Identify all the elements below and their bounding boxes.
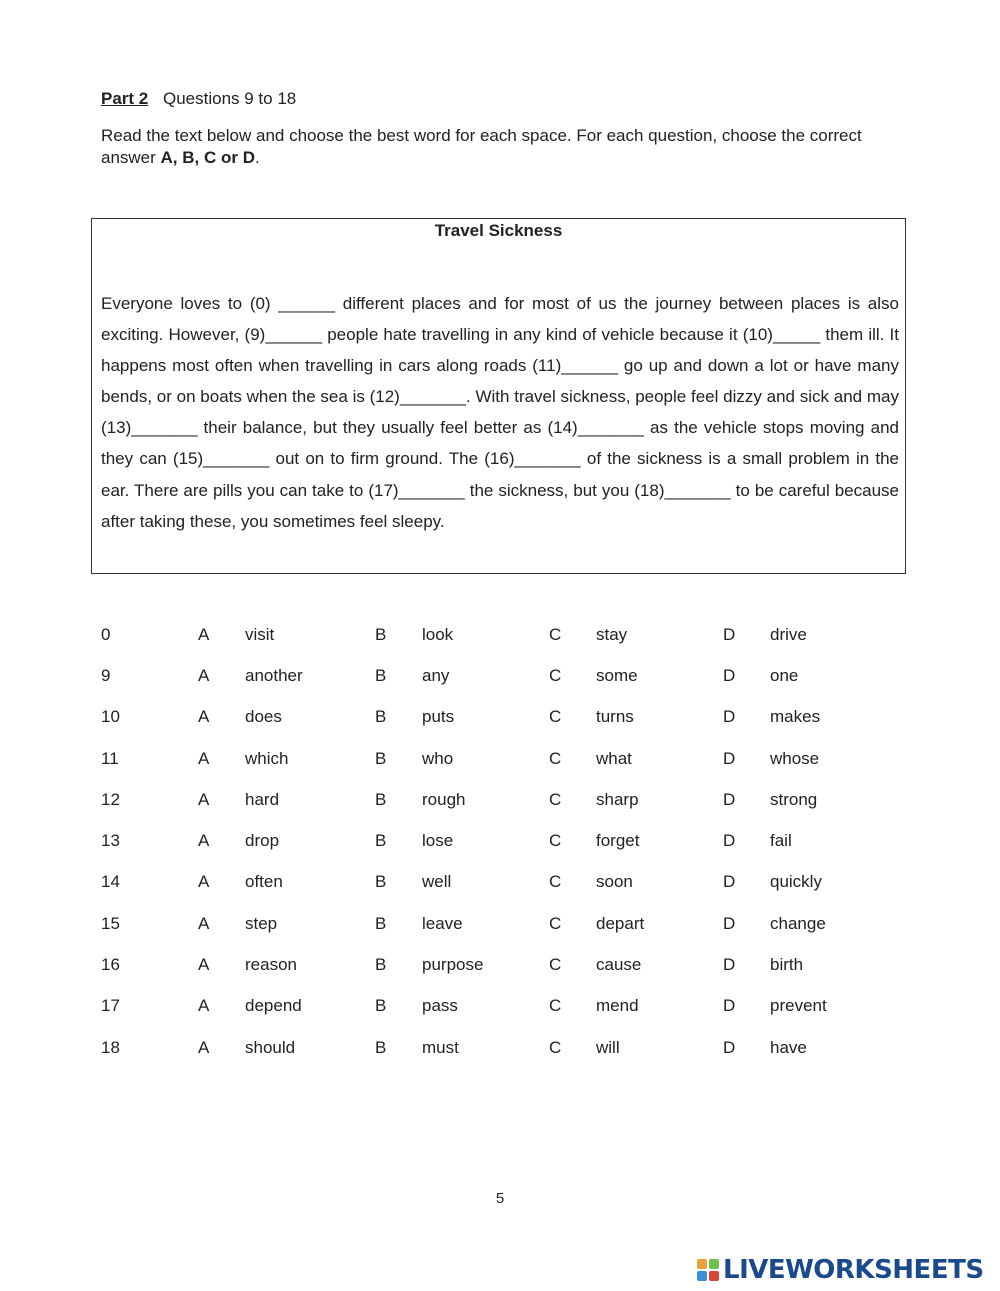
option-letter-b: B bbox=[375, 748, 387, 768]
option-b: look bbox=[422, 624, 454, 644]
passage-box bbox=[91, 218, 906, 574]
option-a: drop bbox=[245, 831, 280, 851]
option-letter-d: D bbox=[723, 1037, 736, 1057]
option-c: soon bbox=[596, 872, 633, 892]
option-a: another bbox=[245, 665, 303, 685]
question-number: 17 bbox=[101, 996, 120, 1016]
option-letter-a: A bbox=[198, 913, 210, 933]
option-letter-d: D bbox=[723, 955, 736, 975]
page-number: 5 bbox=[495, 1190, 505, 1207]
option-letter-d: D bbox=[723, 748, 736, 768]
option-b: pass bbox=[422, 996, 458, 1016]
option-row bbox=[101, 1027, 900, 1068]
option-letter-d: D bbox=[723, 872, 736, 892]
option-c: cause bbox=[596, 955, 642, 975]
option-b: puts bbox=[422, 707, 455, 727]
option-a: depend bbox=[245, 996, 302, 1016]
option-letter-c: C bbox=[549, 748, 562, 768]
option-letter-d: D bbox=[723, 707, 736, 727]
logo-block bbox=[697, 1271, 707, 1281]
option-a: often bbox=[245, 872, 283, 892]
instructions bbox=[101, 125, 901, 169]
option-row bbox=[101, 820, 900, 861]
option-letter-b: B bbox=[375, 872, 387, 892]
question-number: 13 bbox=[101, 831, 120, 851]
option-row bbox=[101, 903, 900, 944]
option-b: who bbox=[422, 748, 454, 768]
option-letter-c: C bbox=[549, 789, 562, 809]
instructions-text: Read the text below and choose the best word for each space. For each question, choose the correct answer bbox=[101, 126, 862, 167]
part-label: Part 2 bbox=[101, 89, 149, 108]
option-c: depart bbox=[596, 913, 645, 933]
option-d: quickly bbox=[770, 872, 822, 892]
option-b: must bbox=[422, 1037, 459, 1057]
question-number: 14 bbox=[101, 872, 120, 892]
option-d: makes bbox=[770, 707, 821, 727]
option-c: some bbox=[596, 665, 638, 685]
option-letter-c: C bbox=[549, 872, 562, 892]
option-c: stay bbox=[596, 624, 628, 644]
option-letter-d: D bbox=[723, 831, 736, 851]
option-letter-a: A bbox=[198, 955, 210, 975]
option-letter-b: B bbox=[375, 665, 387, 685]
option-letter-d: D bbox=[723, 624, 736, 644]
option-b: any bbox=[422, 665, 450, 685]
option-a: reason bbox=[245, 955, 297, 975]
question-number: 11 bbox=[101, 748, 119, 768]
option-row bbox=[101, 779, 900, 820]
option-letter-c: C bbox=[549, 707, 562, 727]
option-letter-c: C bbox=[549, 996, 562, 1016]
instructions-answer-letters: A, B, C or D bbox=[160, 148, 255, 167]
logo-text: LIVEWORKSHEETS bbox=[723, 1255, 984, 1285]
option-letter-d: D bbox=[723, 665, 736, 685]
option-b: leave bbox=[422, 913, 463, 933]
option-c: forget bbox=[596, 831, 640, 851]
option-letter-c: C bbox=[549, 1037, 562, 1057]
option-d: birth bbox=[770, 955, 804, 975]
options-body bbox=[101, 614, 900, 1068]
option-letter-c: C bbox=[549, 665, 562, 685]
option-letter-b: B bbox=[375, 707, 387, 727]
questions-range: Questions 9 to 18 bbox=[162, 89, 297, 108]
option-letter-b: B bbox=[375, 831, 387, 851]
option-letter-b: B bbox=[375, 996, 387, 1016]
question-number: 15 bbox=[101, 913, 120, 933]
part-heading bbox=[101, 89, 296, 109]
option-row bbox=[101, 986, 900, 1027]
option-a: does bbox=[245, 707, 282, 727]
option-row bbox=[101, 862, 900, 903]
option-a: which bbox=[245, 748, 289, 768]
question-number: 0 bbox=[101, 624, 111, 644]
option-letter-b: B bbox=[375, 1037, 387, 1057]
option-d: fail bbox=[770, 831, 792, 851]
option-row bbox=[101, 738, 900, 779]
option-d: whose bbox=[770, 748, 820, 768]
option-a: visit bbox=[245, 624, 275, 644]
option-d: change bbox=[770, 913, 826, 933]
option-letter-c: C bbox=[549, 913, 562, 933]
option-letter-a: A bbox=[198, 665, 210, 685]
option-letter-a: A bbox=[198, 1037, 210, 1057]
option-c: mend bbox=[596, 996, 639, 1016]
option-row bbox=[101, 944, 900, 985]
option-d: have bbox=[770, 1037, 807, 1057]
option-letter-b: B bbox=[375, 624, 387, 644]
logo-block bbox=[697, 1259, 707, 1269]
option-letter-a: A bbox=[198, 996, 210, 1016]
option-row bbox=[101, 655, 900, 696]
option-d: prevent bbox=[770, 996, 827, 1016]
option-letter-a: A bbox=[198, 624, 210, 644]
question-number: 10 bbox=[101, 707, 120, 727]
instructions-end: . bbox=[254, 148, 260, 167]
option-letter-c: C bbox=[549, 624, 562, 644]
option-d: one bbox=[770, 665, 799, 685]
option-row bbox=[101, 614, 900, 655]
liveworksheets-logo bbox=[697, 1255, 984, 1285]
option-letter-a: A bbox=[198, 748, 210, 768]
option-a: hard bbox=[245, 789, 280, 809]
question-number: 18 bbox=[101, 1037, 120, 1057]
question-number: 12 bbox=[101, 789, 120, 809]
option-a: step bbox=[245, 913, 278, 933]
options-table bbox=[101, 614, 900, 1068]
logo-blocks-icon bbox=[697, 1259, 719, 1281]
option-letter-d: D bbox=[723, 913, 736, 933]
option-c: what bbox=[596, 748, 632, 768]
option-a: should bbox=[245, 1037, 296, 1057]
logo-block bbox=[709, 1271, 719, 1281]
option-b: purpose bbox=[422, 955, 484, 975]
option-c: will bbox=[596, 1037, 620, 1057]
option-letter-a: A bbox=[198, 831, 210, 851]
passage-text: Everyone loves to (0) ______ different places and for most of us the journey between places is also exciting. However, (9)______ people hate travelling in any kind of vehicle because it (10)_____ them ill. It happens most often when travelling in cars along roads (11)______ go up and down a lot or have many bends, or on boats when the sea is (12)_______. With travel sickness, people feel dizzy and sick and may (13)_______ their balance, but they usually feel better as (14)_______ as the vehicle stops moving and they can (15)_______ out on to firm ground. The (16)_______ of the sickness is a small problem in the ear. There are pills you can take to (17)_______ the sickness, but you (18)_______ to be careful because after taking these, you sometimes feel sleepy. bbox=[101, 294, 899, 531]
option-letter-c: C bbox=[549, 955, 562, 975]
option-d: drive bbox=[770, 624, 807, 644]
question-number: 16 bbox=[101, 955, 120, 975]
question-number: 9 bbox=[101, 665, 111, 685]
option-c: sharp bbox=[596, 789, 639, 809]
option-row bbox=[101, 697, 900, 738]
option-letter-b: B bbox=[375, 789, 387, 809]
option-b: well bbox=[422, 872, 452, 892]
option-d: strong bbox=[770, 789, 818, 809]
option-letter-d: D bbox=[723, 789, 736, 809]
option-letter-a: A bbox=[198, 707, 210, 727]
option-c: turns bbox=[596, 707, 634, 727]
option-b: rough bbox=[422, 789, 466, 809]
option-letter-b: B bbox=[375, 955, 387, 975]
logo-block bbox=[709, 1259, 719, 1269]
option-letter-d: D bbox=[723, 996, 736, 1016]
option-letter-a: A bbox=[198, 872, 210, 892]
option-letter-a: A bbox=[198, 789, 210, 809]
passage-title: Travel Sickness bbox=[434, 221, 563, 240]
option-letter-b: B bbox=[375, 913, 387, 933]
option-letter-c: C bbox=[549, 831, 562, 851]
option-b: lose bbox=[422, 831, 454, 851]
